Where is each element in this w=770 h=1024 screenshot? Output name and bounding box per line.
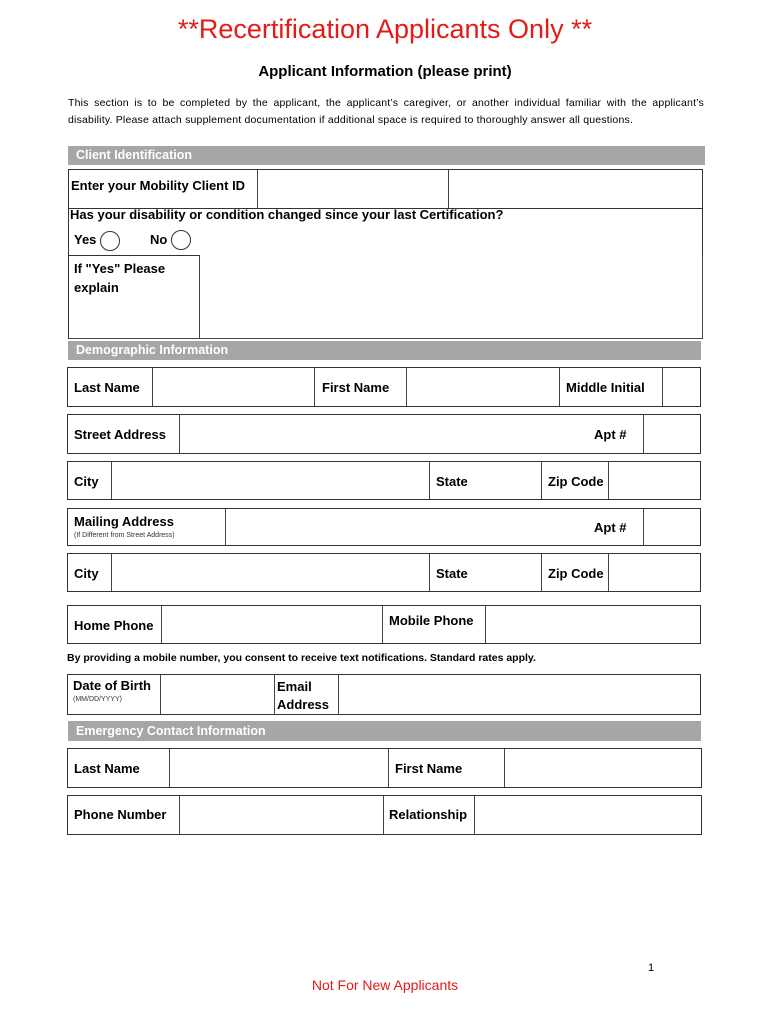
intro-text: This section is to be completed by the applicant, the applicant’s caregiver, or another individual familiar with the applicant’s disability. Please attach supplement documentation if additional space is required to thoroughly answer all questions. [68,97,704,126]
emergency-relationship-input[interactable] [474,796,701,834]
zip-label: Zip Code [548,474,604,489]
yes-radio[interactable] [100,231,120,251]
mailing-state-input[interactable] [488,554,542,591]
condition-change-question: Has your disability or condition changed since your last Certification? [70,207,504,222]
page-title: **Recertification Applicants Only ** [177,14,593,44]
mobile-phone-input[interactable] [485,606,700,643]
emergency-last-name-label: Last Name [74,761,140,776]
yes-label: Yes [74,232,97,247]
apt-input[interactable] [643,415,700,453]
city-label: City [74,474,99,489]
email-input[interactable] [338,675,700,714]
demographic-heading: Demographic Information [68,341,701,360]
middle-initial-label: Middle Initial [566,380,645,395]
emergency-phone-label: Phone Number [74,807,167,822]
street-address-input[interactable] [179,415,588,453]
home-phone-input[interactable] [161,606,383,643]
footer-note: Not For New Applicants [311,977,459,993]
emergency-first-name-input[interactable] [504,749,701,787]
explain-label: If "Yes" Please explain [74,261,166,295]
last-name-input[interactable] [152,368,315,406]
client-id-input[interactable] [257,170,449,208]
last-name-label: Last Name [74,380,140,395]
state-input[interactable] [488,462,542,499]
no-label: No [150,232,168,247]
emergency-last-name-input[interactable] [169,749,389,787]
state-label: State [436,474,468,489]
emergency-phone-input[interactable] [179,796,384,834]
client-identification-heading: Client Identification [68,146,705,165]
mailing-address-input[interactable] [225,509,588,545]
mailing-zip-input[interactable] [608,554,700,591]
zip-input[interactable] [608,462,700,499]
dob-input[interactable] [160,675,275,714]
home-phone-label: Home Phone [74,618,154,633]
client-id-label: Enter your Mobility Client ID [71,178,246,193]
mailing-city-input[interactable] [111,554,430,591]
mailing-state-label: State [436,566,468,581]
mailing-zip-label: Zip Code [548,566,604,581]
dob-label: Date of Birth [73,678,151,693]
client-id-input-extra[interactable] [449,170,702,208]
mobile-consent-notice: By providing a mobile number, you consent to receive text notifications. Standard rates apply. [67,652,536,664]
emergency-first-name-label: First Name [395,761,463,776]
middle-initial-input[interactable] [662,368,700,406]
explain-input[interactable] [199,255,703,339]
emergency-contact-heading: Emergency Contact Information [68,721,701,741]
apt-label: Apt # [594,427,627,442]
emergency-relationship-label: Relationship [389,807,468,822]
section-subtitle: Applicant Information (please print) [258,63,512,80]
dob-format-hint: (MM/DD/YYYY) [73,696,122,703]
mailing-address-label: Mailing Address [74,514,174,529]
mailing-apt-input[interactable] [643,509,700,545]
no-radio[interactable] [171,230,191,250]
first-name-label: First Name [322,380,390,395]
mailing-city-label: City [74,566,99,581]
email-label: Email Address [277,679,330,712]
explain-row-bottom-line [68,338,199,339]
mailing-apt-label: Apt # [594,520,627,535]
street-address-label: Street Address [74,427,166,442]
city-input[interactable] [111,462,430,499]
first-name-input[interactable] [406,368,560,406]
mobile-phone-label: Mobile Phone [389,613,474,628]
mailing-address-note: (If Different from Street Address) [74,532,175,539]
page-number: 1 [648,962,655,974]
